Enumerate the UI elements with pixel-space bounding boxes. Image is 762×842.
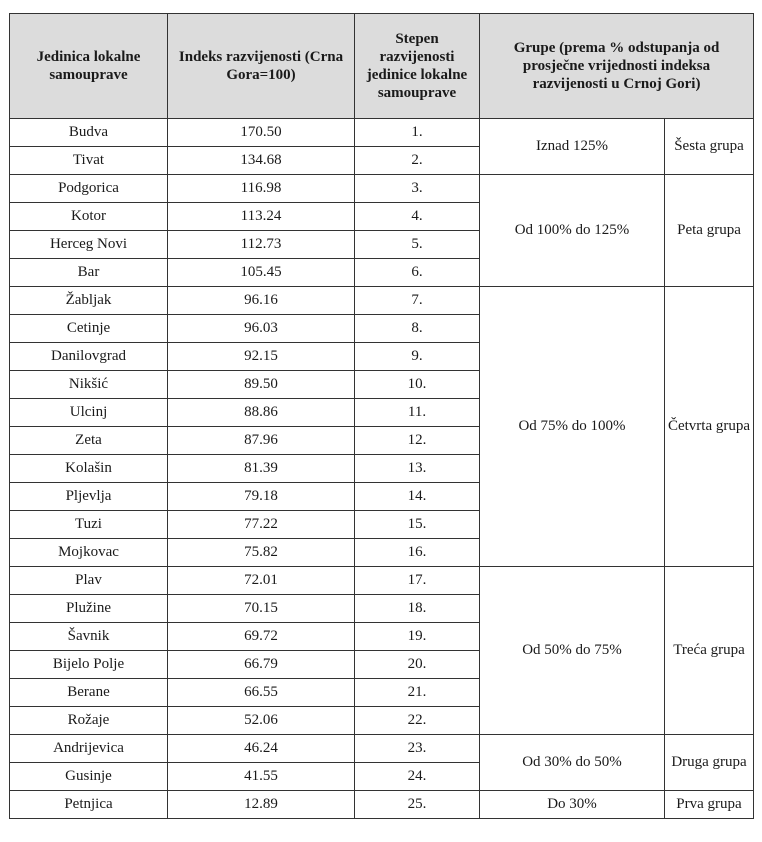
index-value: 75.82 (168, 539, 355, 567)
rank-value: 10. (355, 371, 480, 399)
table-row (10, 287, 754, 315)
municipality-name: Tuzi (10, 511, 168, 539)
index-value: 81.39 (168, 455, 355, 483)
index-value: 96.16 (168, 287, 355, 315)
municipality-name: Zeta (10, 427, 168, 455)
rank-value: 20. (355, 651, 480, 679)
header-groups: Grupe (prema % odstupanja od prosječne vrijednosti indeksa razvijenosti u Crnoj Gori) (480, 14, 754, 119)
group-label: Šesta grupa (665, 119, 754, 175)
index-value: 88.86 (168, 399, 355, 427)
group-label: Peta grupa (665, 175, 754, 287)
municipality-name: Bar (10, 259, 168, 287)
rank-value: 15. (355, 511, 480, 539)
index-value: 113.24 (168, 203, 355, 231)
table-row (10, 791, 754, 819)
municipality-name: Kolašin (10, 455, 168, 483)
group-range: Od 50% do 75% (480, 567, 665, 735)
index-value: 87.96 (168, 427, 355, 455)
table-row (10, 567, 754, 595)
municipality-name: Petnjica (10, 791, 168, 819)
group-range: Od 75% do 100% (480, 287, 665, 567)
table-row (10, 119, 754, 147)
municipality-name: Budva (10, 119, 168, 147)
index-value: 70.15 (168, 595, 355, 623)
municipality-name: Andrijevica (10, 735, 168, 763)
rank-value: 24. (355, 763, 480, 791)
rank-value: 6. (355, 259, 480, 287)
index-value: 66.79 (168, 651, 355, 679)
index-value: 105.45 (168, 259, 355, 287)
index-value: 116.98 (168, 175, 355, 203)
rank-value: 16. (355, 539, 480, 567)
rank-value: 13. (355, 455, 480, 483)
group-range: Do 30% (480, 791, 665, 819)
municipality-name: Rožaje (10, 707, 168, 735)
rank-value: 23. (355, 735, 480, 763)
index-value: 41.55 (168, 763, 355, 791)
rank-value: 17. (355, 567, 480, 595)
group-range: Iznad 125% (480, 119, 665, 175)
header-row (10, 14, 754, 119)
index-value: 12.89 (168, 791, 355, 819)
rank-value: 8. (355, 315, 480, 343)
index-value: 96.03 (168, 315, 355, 343)
municipality-name: Gusinje (10, 763, 168, 791)
municipality-name: Cetinje (10, 315, 168, 343)
rank-value: 1. (355, 119, 480, 147)
rank-value: 18. (355, 595, 480, 623)
municipality-name: Plav (10, 567, 168, 595)
municipality-name: Podgorica (10, 175, 168, 203)
index-value: 69.72 (168, 623, 355, 651)
index-value: 72.01 (168, 567, 355, 595)
rank-value: 4. (355, 203, 480, 231)
table-row (10, 735, 754, 763)
municipality-name: Danilovgrad (10, 343, 168, 371)
index-value: 92.15 (168, 343, 355, 371)
index-value: 52.06 (168, 707, 355, 735)
municipality-name: Ulcinj (10, 399, 168, 427)
development-index-table (9, 13, 754, 819)
rank-value: 12. (355, 427, 480, 455)
rank-value: 3. (355, 175, 480, 203)
rank-value: 9. (355, 343, 480, 371)
header-index: Indeks razvijenosti (Crna Gora=100) (168, 14, 355, 119)
index-value: 46.24 (168, 735, 355, 763)
municipality-name: Bijelo Polje (10, 651, 168, 679)
index-value: 89.50 (168, 371, 355, 399)
municipality-name: Mojkovac (10, 539, 168, 567)
municipality-name: Tivat (10, 147, 168, 175)
rank-value: 21. (355, 679, 480, 707)
rank-value: 22. (355, 707, 480, 735)
group-label: Prva grupa (665, 791, 754, 819)
group-label: Druga grupa (665, 735, 754, 791)
group-label: Četvrta grupa (665, 287, 754, 567)
index-value: 77.22 (168, 511, 355, 539)
group-label: Treća grupa (665, 567, 754, 735)
index-value: 170.50 (168, 119, 355, 147)
header-municipality: Jedinica lokalne samouprave (10, 14, 168, 119)
index-value: 134.68 (168, 147, 355, 175)
header-rank: Stepen razvijenosti jedinice lokalne samouprave (355, 14, 480, 119)
municipality-name: Nikšić (10, 371, 168, 399)
index-value: 66.55 (168, 679, 355, 707)
group-range: Od 30% do 50% (480, 735, 665, 791)
municipality-name: Žabljak (10, 287, 168, 315)
rank-value: 19. (355, 623, 480, 651)
rank-value: 14. (355, 483, 480, 511)
rank-value: 11. (355, 399, 480, 427)
rank-value: 25. (355, 791, 480, 819)
table-row (10, 175, 754, 203)
index-value: 112.73 (168, 231, 355, 259)
rank-value: 2. (355, 147, 480, 175)
rank-value: 5. (355, 231, 480, 259)
index-value: 79.18 (168, 483, 355, 511)
municipality-name: Berane (10, 679, 168, 707)
municipality-name: Šavnik (10, 623, 168, 651)
municipality-name: Plužine (10, 595, 168, 623)
municipality-name: Herceg Novi (10, 231, 168, 259)
municipality-name: Kotor (10, 203, 168, 231)
rank-value: 7. (355, 287, 480, 315)
group-range: Od 100% do 125% (480, 175, 665, 287)
municipality-name: Pljevlja (10, 483, 168, 511)
